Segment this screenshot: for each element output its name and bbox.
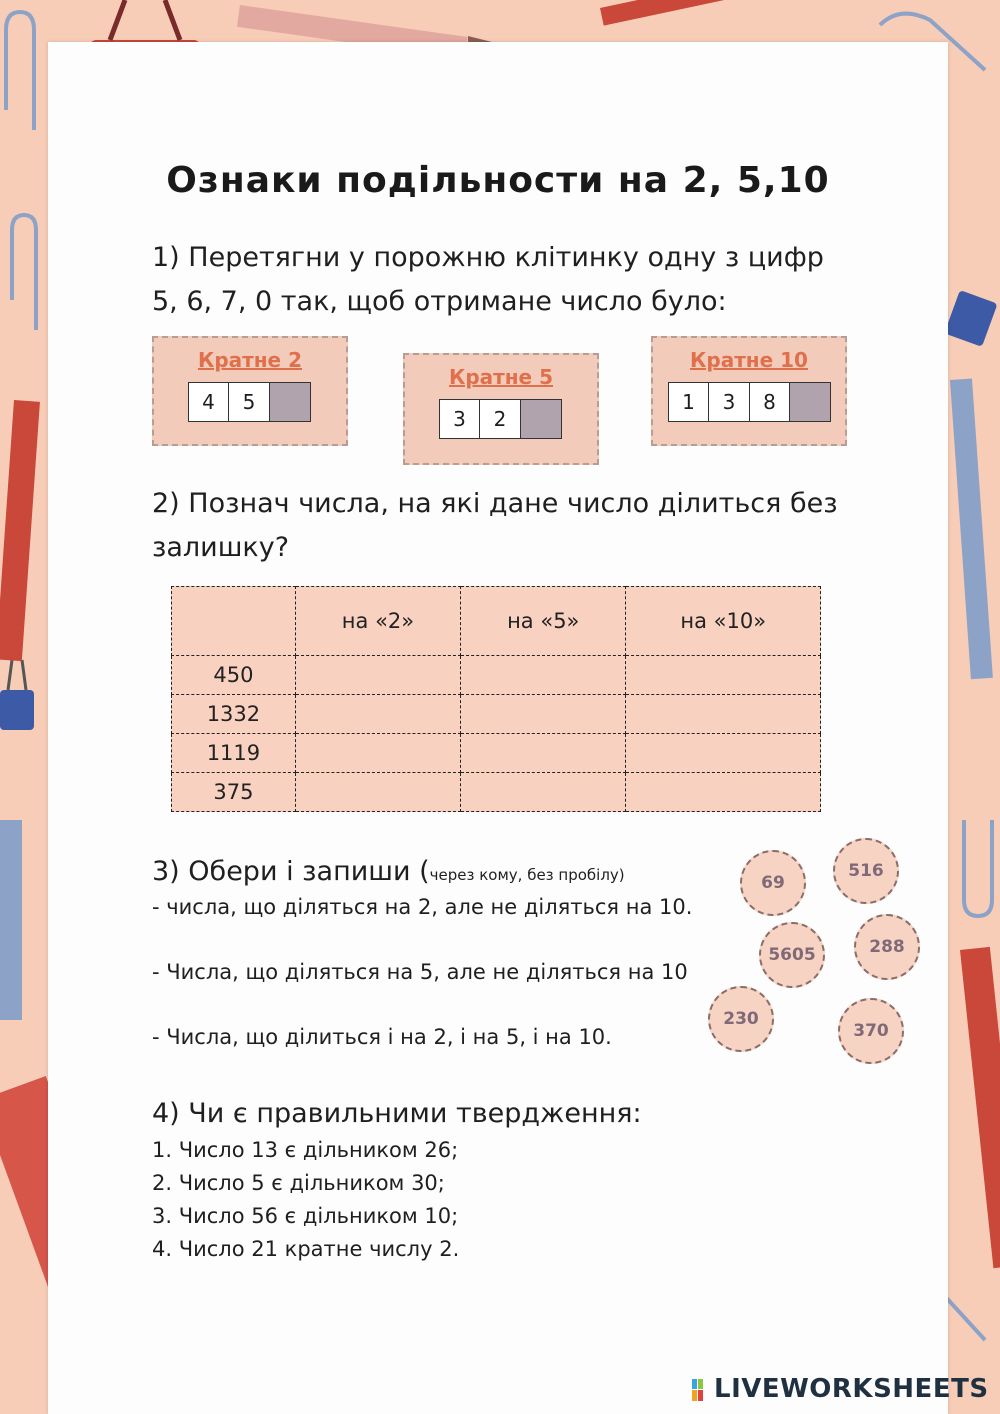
- multiple-of-5-card: [403, 353, 599, 465]
- digit-cell: 3: [439, 399, 481, 439]
- task4-statement: 2. Число 5 є дільником 30;: [152, 1171, 445, 1195]
- task1-instruction-line2: 5, 6, 7, 0 так, щоб отримане число було:: [152, 286, 727, 317]
- number-cell: 375: [172, 773, 296, 812]
- empty-drop-cell[interactable]: [520, 399, 562, 439]
- binder-clip-icon: [0, 660, 34, 730]
- checkbox-cell[interactable]: [295, 656, 460, 695]
- digit-cell: 1: [668, 382, 710, 422]
- checkbox-cell[interactable]: [461, 734, 626, 773]
- digit-cell: 8: [749, 382, 791, 422]
- task4-statement: 3. Число 56 є дільником 10;: [152, 1204, 459, 1228]
- number-cell: 1332: [172, 695, 296, 734]
- empty-drop-cell[interactable]: [269, 382, 311, 422]
- header-cell: на «10»: [626, 587, 821, 656]
- page-title: Ознаки подільности на 2, 5,10: [166, 160, 830, 201]
- table-row: [172, 695, 821, 734]
- number-bubble[interactable]: 230: [708, 986, 774, 1052]
- binder-clip-icon: [944, 290, 997, 347]
- table-row: [172, 773, 821, 812]
- checkbox-cell[interactable]: [626, 695, 821, 734]
- multiple-of-10-card: [651, 336, 847, 446]
- task3-note: через кому, без пробілу): [429, 866, 625, 884]
- checkbox-cell[interactable]: [461, 656, 626, 695]
- checkbox-cell[interactable]: [626, 773, 821, 812]
- digit-cell: 3: [708, 382, 750, 422]
- checkbox-cell[interactable]: [295, 734, 460, 773]
- logo-mark-icon: [692, 1379, 710, 1401]
- header-cell: на «2»: [295, 587, 460, 656]
- multiple-of-2-card: [152, 336, 348, 446]
- empty-header-cell: [172, 587, 296, 656]
- checkbox-cell[interactable]: [295, 695, 460, 734]
- empty-drop-cell[interactable]: [789, 382, 831, 422]
- checkbox-cell[interactable]: [461, 695, 626, 734]
- task3-heading-text: 3) Обери і запиши (: [152, 856, 430, 887]
- table-header-row: [172, 587, 821, 656]
- task3-item: - Числа, що діляться на 5, але не діляться на 10: [152, 960, 688, 984]
- number-bubble[interactable]: 69: [740, 850, 806, 916]
- logo-text: LIVEWORKSHEETS: [714, 1374, 989, 1404]
- task2-instruction-line1: 2) Познач числа, на які дане число ділиться без: [152, 488, 838, 519]
- card-label: Кратне 10: [690, 348, 808, 372]
- pencil-icon: [0, 820, 22, 1020]
- pencil-icon: [600, 0, 750, 26]
- card-label: Кратне 5: [448, 365, 553, 389]
- table-row: [172, 656, 821, 695]
- task3-item: - числа, що діляться на 2, але не діляться на 10.: [152, 895, 693, 919]
- task3-item: - Числа, що ділиться і на 2, і на 5, і на 10.: [152, 1025, 612, 1049]
- divisibility-table: [171, 586, 821, 812]
- digit-cell: 5: [228, 382, 270, 422]
- checkbox-cell[interactable]: [626, 734, 821, 773]
- task4-statement: 4. Число 21 кратне числу 2.: [152, 1237, 460, 1261]
- header-cell: на «5»: [461, 587, 626, 656]
- number-bubble[interactable]: 288: [854, 914, 920, 980]
- liveworksheets-logo: [692, 1374, 989, 1404]
- card-label: Кратне 2: [197, 348, 302, 372]
- number-cell: 450: [172, 656, 296, 695]
- number-cell: 1119: [172, 734, 296, 773]
- task3-heading: [152, 850, 625, 897]
- pencil-icon: [950, 378, 993, 679]
- task4-heading: 4) Чи є правильними твердження:: [152, 1098, 642, 1129]
- task2-instruction-line2: залишку?: [152, 532, 290, 563]
- number-bubble[interactable]: 5605: [759, 922, 825, 988]
- digit-cell: 4: [188, 382, 230, 422]
- task4-statement: 1. Число 13 є дільником 26;: [152, 1138, 459, 1162]
- checkbox-cell[interactable]: [461, 773, 626, 812]
- checkbox-cell[interactable]: [626, 656, 821, 695]
- pencil-icon: [960, 947, 1000, 1268]
- pencil-icon: [0, 400, 40, 661]
- task1-instruction-line1: 1) Перетягни у порожню клітинку одну з цифр: [152, 242, 824, 273]
- table-row: [172, 734, 821, 773]
- digit-cell: 2: [479, 399, 521, 439]
- number-bubble[interactable]: 516: [833, 838, 899, 904]
- checkbox-cell[interactable]: [295, 773, 460, 812]
- number-bubble[interactable]: 370: [838, 998, 904, 1064]
